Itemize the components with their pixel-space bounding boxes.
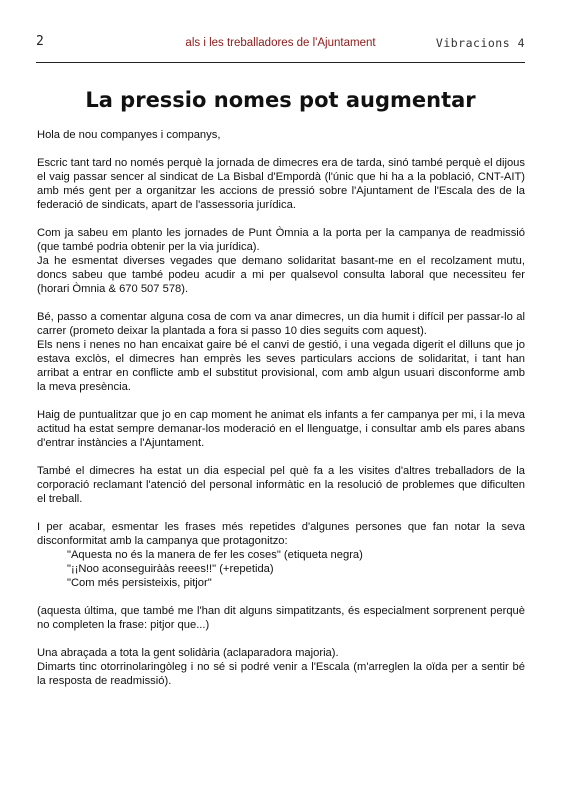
running-header: als i les treballadores de l'Ajuntament [185,37,376,49]
paragraph: Bé, passo a comentar alguna cosa de com va anar dimecres, un dia humit i difícil per passar-lo al carrer (prometo deixar la plantada a fora si passo 10 dies seguits com aquest). [37,311,525,337]
paragraph: I per acabar, esmentar les frases més repetides d'algunes persones que fan notar la seva disconformitat amb la campanya que protagonitzo: [37,521,525,547]
page-number: 2 [36,34,45,49]
paragraph: Haig de puntualitzar que jo en cap moment he animat els infants a fer campanya per mi, i la meva actitud ha estat sempre demanar-los moderació en el llenguatge, i consultar amb els pares abans d'entrar instàncies a l'Ajuntament. [37,409,525,449]
header-rule [36,62,525,63]
quote-line: "Com més persisteixis, pitjor" [67,577,212,589]
paragraph: Els nens i nenes no han encaixat gaire bé el canvi de gestió, i una vegada digerit el dilluns que jo estava exclòs, el dimecres han emprès les seves particulars accions de solidaritat, i tant han arribat a entrar en conflicte amb el substitut provisional, com amb algun usuari disconforme amb la meva presència. [37,339,525,393]
paragraph: També el dimecres ha estat un dia especial pel què fa a les visites d'altres treballadors de la corporació reclamant l'atenció del personal informàtic en la resolució de problemes que dificulten el treball. [37,465,525,505]
paragraph: Com ja sabeu em planto les jornades de Punt Òmnia a la porta per la campanya de readmissió (que també podria obtenir per la via jurídica). [37,227,525,253]
paragraph: Dimarts tinc otorrinolaringòleg i no sé si podré venir a l'Escala (m'arreglen la oïda per a sentir bé la resposta de readmissió). [37,661,525,687]
quote-line: "¡¡Noo aconseguirààs reees!!" (+repetida) [67,563,274,575]
paragraph: Ja he esmentat diverses vegades que demano solidaritat basant-me en el recolzament mutu, doncs sabeu que també podeu acudir a mi per qualsevol consulta laboral que necessiteu fer (horari Òmnia & 670 507 578). [37,255,525,295]
quote-line: "Aquesta no és la manera de fer les coses" (etiqueta negra) [67,549,363,561]
paragraph: (aquesta última, que també me l'han dit alguns simpatitzants, és especialment sorprenent perquè no completen la frase: pitjor que...) [37,605,525,631]
paragraph: Hola de nou companyes i companys, [37,129,221,141]
article-body [37,128,525,702]
paragraph: Una abraçada a tota la gent solidària (aclaparadora majoria). [37,647,339,659]
article-title: La pressio nomes pot augmentar [85,88,476,112]
publication-name: Vibracions 4 [435,36,525,50]
paragraph: Escric tant tard no només perquè la jornada de dimecres era de tarda, sinó també perquè el dijous el vaig passar sencer al sindicat de La Bisbal d'Empordà (l'únic que hi ha a la població, CNT-AIT) amb més gent per a organitzar les accions de pressió sobre l'Ajuntament de l'Escala des de la federació de sindicats, apart de l'assessoria jurídica. [37,157,525,211]
